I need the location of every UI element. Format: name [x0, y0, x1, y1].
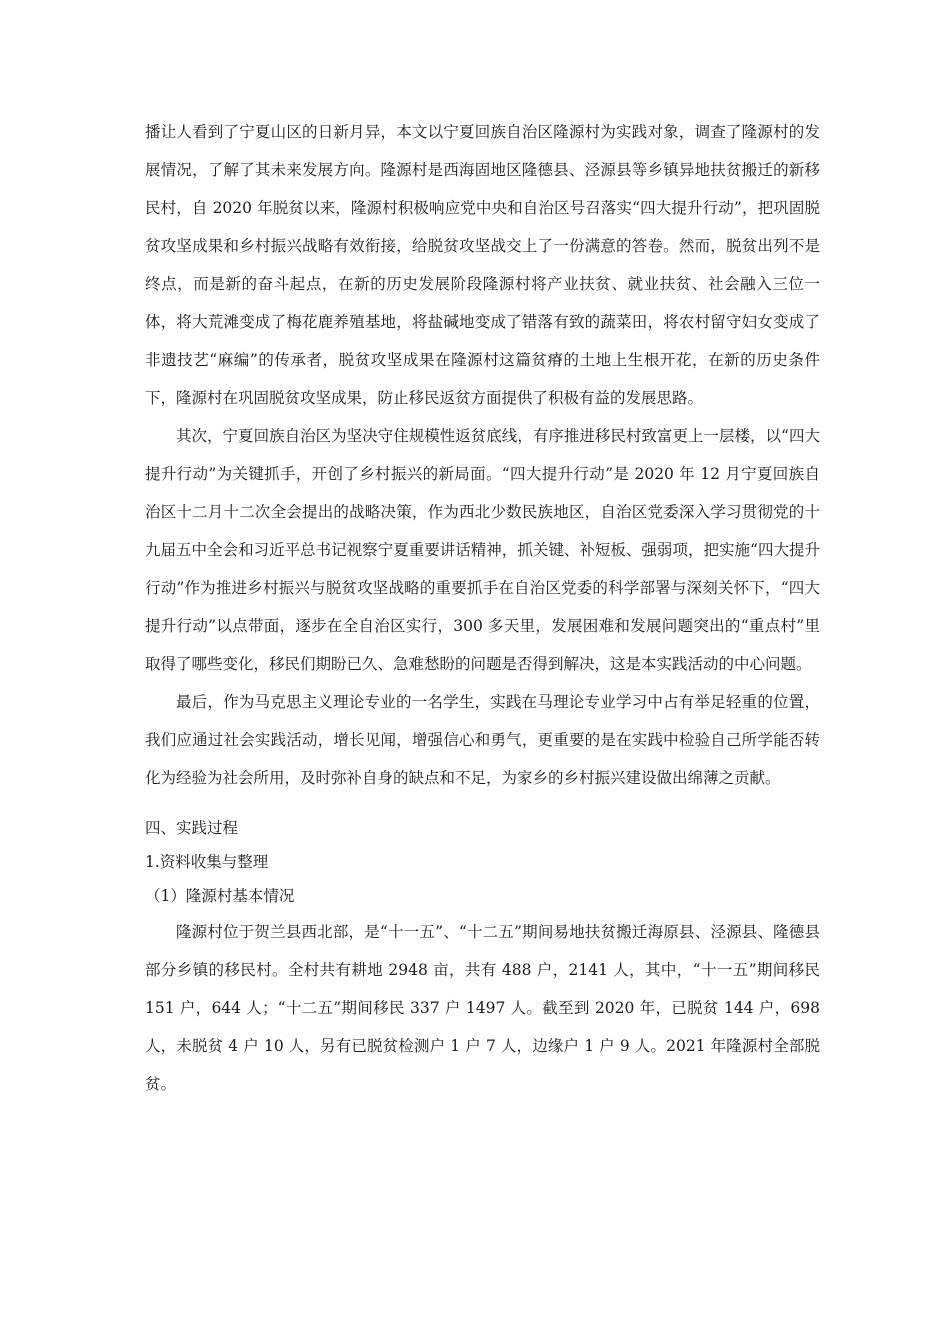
subheading-data-collection: 1.资料收集与整理 [145, 853, 269, 871]
paragraph-third: 最后，作为马克思主义理论专业的一名学生，实践在马理论专业学习中占有举足轻重的位置，我们应通过社会实践活动，增长见闻，增强信心和勇气，更重要的是在实践中检验自己所学能否转化为经验为社会所用，及时弥补自身的缺点和不足，为家乡的乡村振兴建设做出绵薄之贡献。 [145, 693, 820, 787]
section-heading: 四、实践过程 [145, 819, 239, 837]
paragraph-continuation: 播让人看到了宁夏山区的日新月异，本文以宁夏回族自治区隆源村为实践对象，调查了隆源村的发展情况，了解了其未来发展方向。隆源村是西海固地区隆德县、泾源县等乡镇异地扶贫搬迁的新移民村，自 2020 年脱贫以来，隆源村积极响应党中央和自治区号召落实“四大提升行动”，把巩固脱贫攻坚成果和乡村振兴战略有效衔接，给脱贫攻坚战交上了一份满意的答卷。然而，脱贫出列不是终点，而是新的奋斗起点，在新的历史发展阶段隆源村将产业扶贫、就业扶贫、社会融入三位一体，将大荒滩变成了梅花鹿养殖基地，将盐碱地变成了错落有致的蔬菜田，将农村留守妇女变成了非遗技艺“麻编”的传承者，脱贫攻坚成果在隆源村这篇贫瘠的土地上生根开花，在新的历史条件下，隆源村在巩固脱贫攻坚成果，防止移民返贫方面提供了积极有益的发展思路。 [145, 123, 820, 407]
paragraph-second: 其次，宁夏回族自治区为坚决守住规模性返贫底线，有序推进移民村致富更上一层楼，以“四大提升行动”为关键抓手，开创了乡村振兴的新局面。“四大提升行动”是 2020 年 12 月宁夏回族自治区十二月十二次全会提出的战略决策，作为西北少数民族地区，自治区党委深入学习贯彻党的十九届五中全会和习近平总书记视察宁夏重要讲话精神，抓关键、补短板、强弱项，把实施“四大提升行动”作为推进乡村振兴与脱贫攻坚战略的重要抓手在自治区党委的科学部署与深刻关怀下，“四大提升行动”以点带面，逐步在全自治区实行，300 多天里，发展困难和发展问题突出的“重点村”里取得了哪些变化，移民们期盼已久、急难愁盼的问题是否得到解决，这是本实践活动的中心问题。 [145, 427, 820, 673]
paragraph-village-info: 隆源村位于贺兰县西北部，是“十一五”、“十二五”期间易地扶贫搬迁海原县、泾源县、隆德县部分乡镇的移民村。全村共有耕地 2948 亩，共有 488 户，2141 人，其中，“十一五”期间移民 151 户，644 人；“十二五”期间移民 337 户 1497 人。截至到 2020 年，已脱贫 144 户，698 人，未脱贫 4 户 10 人，另有已脱贫检测户 1 户 7 人，边缘户 1 户 9 人。2021 年隆源村全部脱贫。 [145, 923, 820, 1093]
subheading-village-basics: （1）隆源村基本情况 [145, 887, 295, 905]
document-body [145, 113, 820, 1103]
